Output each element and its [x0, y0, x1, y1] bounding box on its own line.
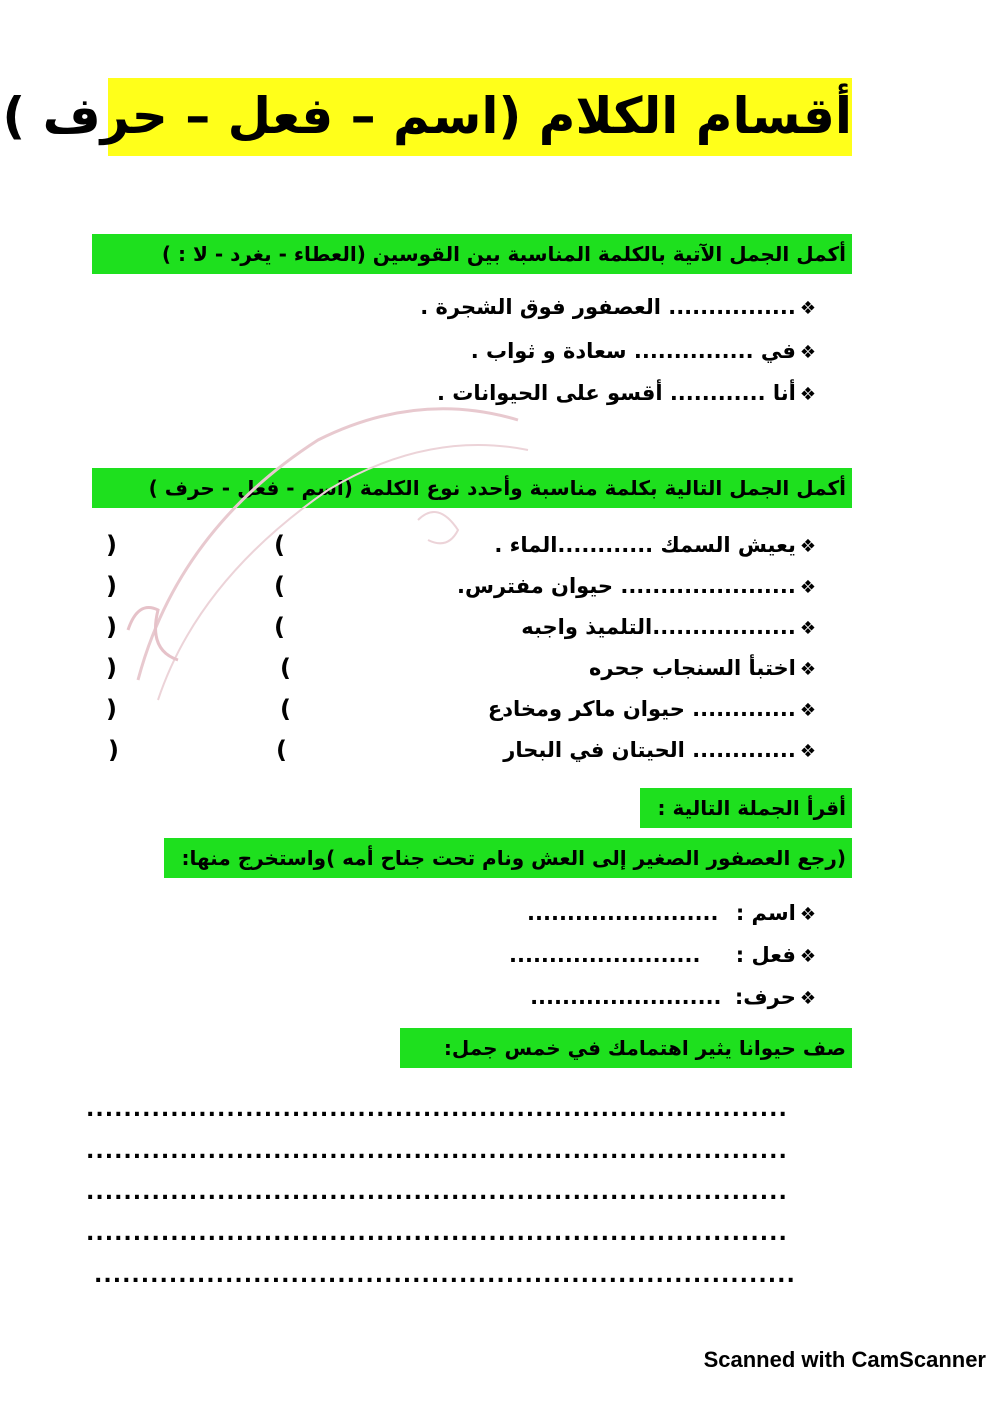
diamond-bullet-icon: ❖: [799, 946, 816, 967]
answer-paren-open: (: [280, 695, 291, 723]
title-banner: [2, 78, 852, 156]
writing-line: ...........................................................................: [86, 1140, 788, 1164]
diamond-bullet-icon: ❖: [799, 904, 816, 925]
section3-read-bar: [640, 788, 852, 828]
diamond-bullet-icon: ❖: [799, 384, 816, 405]
section2-item: ❖اختبأ السنجاب جحره: [589, 653, 816, 685]
answer-paren-close: ): [108, 736, 119, 764]
section3-read-label: أقرأ الجملة التالية :: [657, 796, 846, 820]
section1-instruction-bar: [92, 234, 852, 274]
answer-paren-open: (: [274, 572, 285, 600]
section2-item: ❖............. الحيتان في البحار: [503, 735, 816, 767]
section3-sentence-bar: [164, 838, 852, 878]
section3-item: ❖اسم : ........................: [527, 898, 816, 930]
diamond-bullet-icon: ❖: [799, 659, 816, 680]
watermark-stamp: [118, 380, 538, 720]
answer-paren-close: ): [106, 613, 117, 641]
answer-paren-open: (: [280, 654, 291, 682]
section2-item: ❖يعيش السمك ............الماء .: [494, 530, 816, 562]
section1-instruction: أكمل الجمل الآتية بالكلمة المناسبة بين القوسين (العطاء - يغرد - لا : ): [161, 242, 846, 266]
section1-item: ❖................ العصفور فوق الشجرة .: [420, 292, 816, 324]
writing-line: ...........................................................................: [86, 1098, 788, 1122]
diamond-bullet-icon: ❖: [799, 988, 816, 1009]
page-title: أقسام الكلام (اسم – فعل – حرف ): [2, 87, 852, 145]
diamond-bullet-icon: ❖: [799, 342, 816, 363]
section2-item: ❖............. حيوان ماكر ومخادع: [488, 694, 816, 726]
diamond-bullet-icon: ❖: [799, 700, 816, 721]
writing-line: ...........................................................................: [86, 1181, 788, 1205]
section2-instruction: أكمل الجمل التالية بكلمة مناسبة وأحدد نوع الكلمة (اسم - فعل - حرف ): [148, 476, 846, 500]
section1-item: ❖في ............... سعادة و ثواب .: [471, 336, 816, 368]
diamond-bullet-icon: ❖: [799, 741, 816, 762]
section2-instruction-bar: [92, 468, 852, 508]
diamond-bullet-icon: ❖: [799, 618, 816, 639]
writing-line: ...........................................................................: [94, 1264, 796, 1288]
diamond-bullet-icon: ❖: [799, 577, 816, 598]
section2-item: ❖...................... حيوان مفترس.: [457, 571, 816, 603]
answer-paren-open: (: [274, 613, 285, 641]
diamond-bullet-icon: ❖: [799, 298, 816, 319]
section3-item: ❖حرف: ........................: [530, 982, 816, 1014]
writing-line: ...........................................................................: [86, 1222, 788, 1246]
answer-paren-close: ): [106, 531, 117, 559]
answer-paren-close: ): [106, 695, 117, 723]
section4-instruction-bar: [400, 1028, 852, 1068]
answer-paren-open: (: [274, 531, 285, 559]
answer-paren-close: ): [106, 572, 117, 600]
section2-item: ❖..................التلميذ واجبه: [521, 612, 816, 644]
answer-paren-open: (: [276, 736, 287, 764]
section4-instruction: صف حيوانا يثير اهتمامك في خمس جمل:: [443, 1036, 846, 1060]
answer-paren-close: ): [106, 654, 117, 682]
section3-item: ❖فعل : ........................: [509, 940, 816, 972]
section3-sentence: (رجع العصفور الصغير إلى العش ونام تحت جناح أمه )واستخرج منها:: [181, 846, 846, 870]
diamond-bullet-icon: ❖: [799, 536, 816, 557]
section1-item: ❖أنا ............ أقسو على الحيوانات .: [437, 378, 816, 410]
scanner-footer: Scanned with CamScanner: [703, 1347, 986, 1372]
